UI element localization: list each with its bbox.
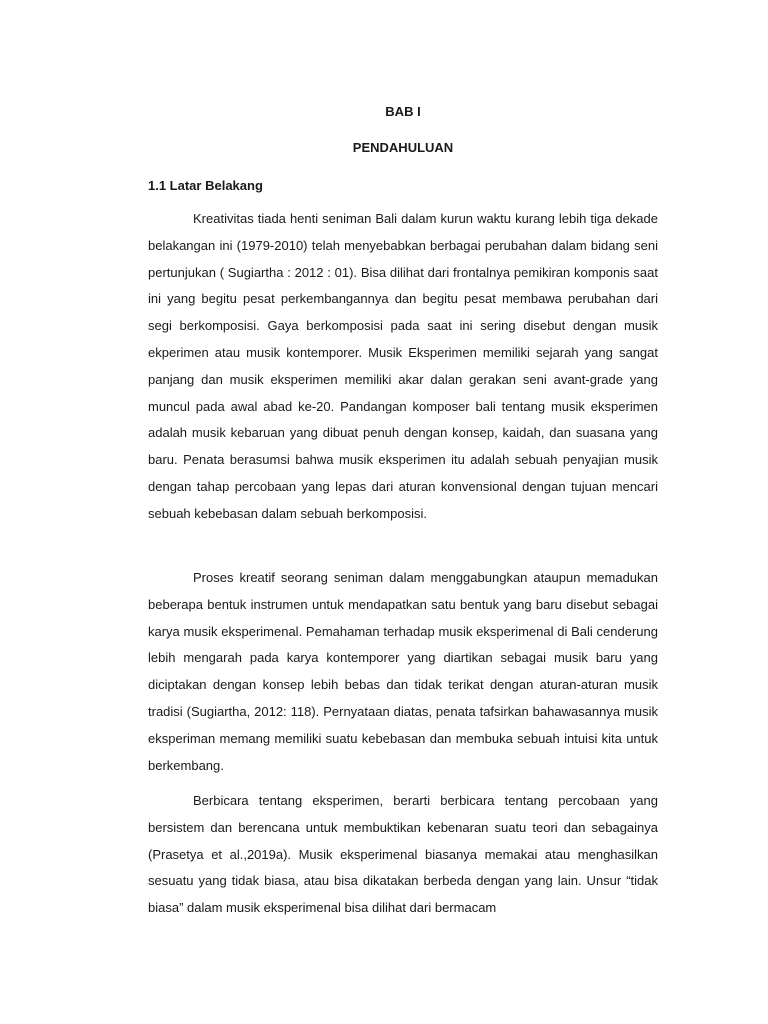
paragraph: Berbicara tentang eksperimen, berarti berbicara tentang percobaan yang bersistem dan berencana untuk membuktikan kebenaran suatu teori dan sebagainya (Prasetya et al.,2019a). Musik eksperimenal biasanya memakai atau menghasilkan sesuatu yang tidak biasa, atau bisa dikatakan berbeda dengan yang lain. Unsur “tidak biasa” dalam musik eksperimenal bisa dilihat dari bermacam xyxy=(148,793,658,916)
chapter-title: PENDAHULUAN xyxy=(352,140,454,155)
chapter-number: BAB I xyxy=(385,104,421,119)
section-title: 1.1 Latar Belakang xyxy=(148,178,263,193)
paragraph: Proses kreatif seorang seniman dalam menggabungkan ataupun memadukan beberapa bentuk instrumen untuk mendapatkan satu bentuk yang baru disebut sebagai karya musik eksperimenal. Pemahaman terhadap musik eksperimenal di Bali cenderung lebih mengarah pada karya kontemporer yang diartikan sebagai musik baru yang diciptakan dengan konsep lebih bebas dan tidak terikat dengan aturan-aturan musik tradisi (Sugiartha, 2012: 118). Pernyataan diatas, penata tafsirkan bahawasannya musik eksperiman memang memiliki suatu kebebasan dan membuka sebuah intuisi kita untuk berkembang. xyxy=(148,570,658,773)
paragraph: Kreativitas tiada henti seniman Bali dalam kurun waktu kurang lebih tiga dekade belakangan ini (1979-2010) telah menyebabkan berbagai perubahan dalam bidang seni pertunjukan ( Sugiartha : 2012 : 01). Bisa dilihat dari frontalnya pemikiran komponis saat ini yang begitu pesat perkembangannya dan begitu pesat membawa perubahan dari segi berkomposisi. Gaya berkomposisi pada saat ini sering disebut dengan musik ekperimen atau musik kontemporer. Musik Eksperimen memiliki sejarah yang sangat panjang dan musik eksperimen memiliki akar dalan gerakan seni avant-grade yang muncul pada awal abad ke-20. Pandangan komposer bali tentang musik eksperimen adalah musik kebaruan yang dibuat penuh dengan konsep, kaidah, dan suasana yang baru. Penata berasumsi bahwa musik eksperimen itu adalah sebuah penyajian musik dengan tahap percobaan yang lepas dari aturan konvensional dengan tujuan mencari sebuah kebebasan dalam sebuah berkomposisi. xyxy=(148,211,658,521)
